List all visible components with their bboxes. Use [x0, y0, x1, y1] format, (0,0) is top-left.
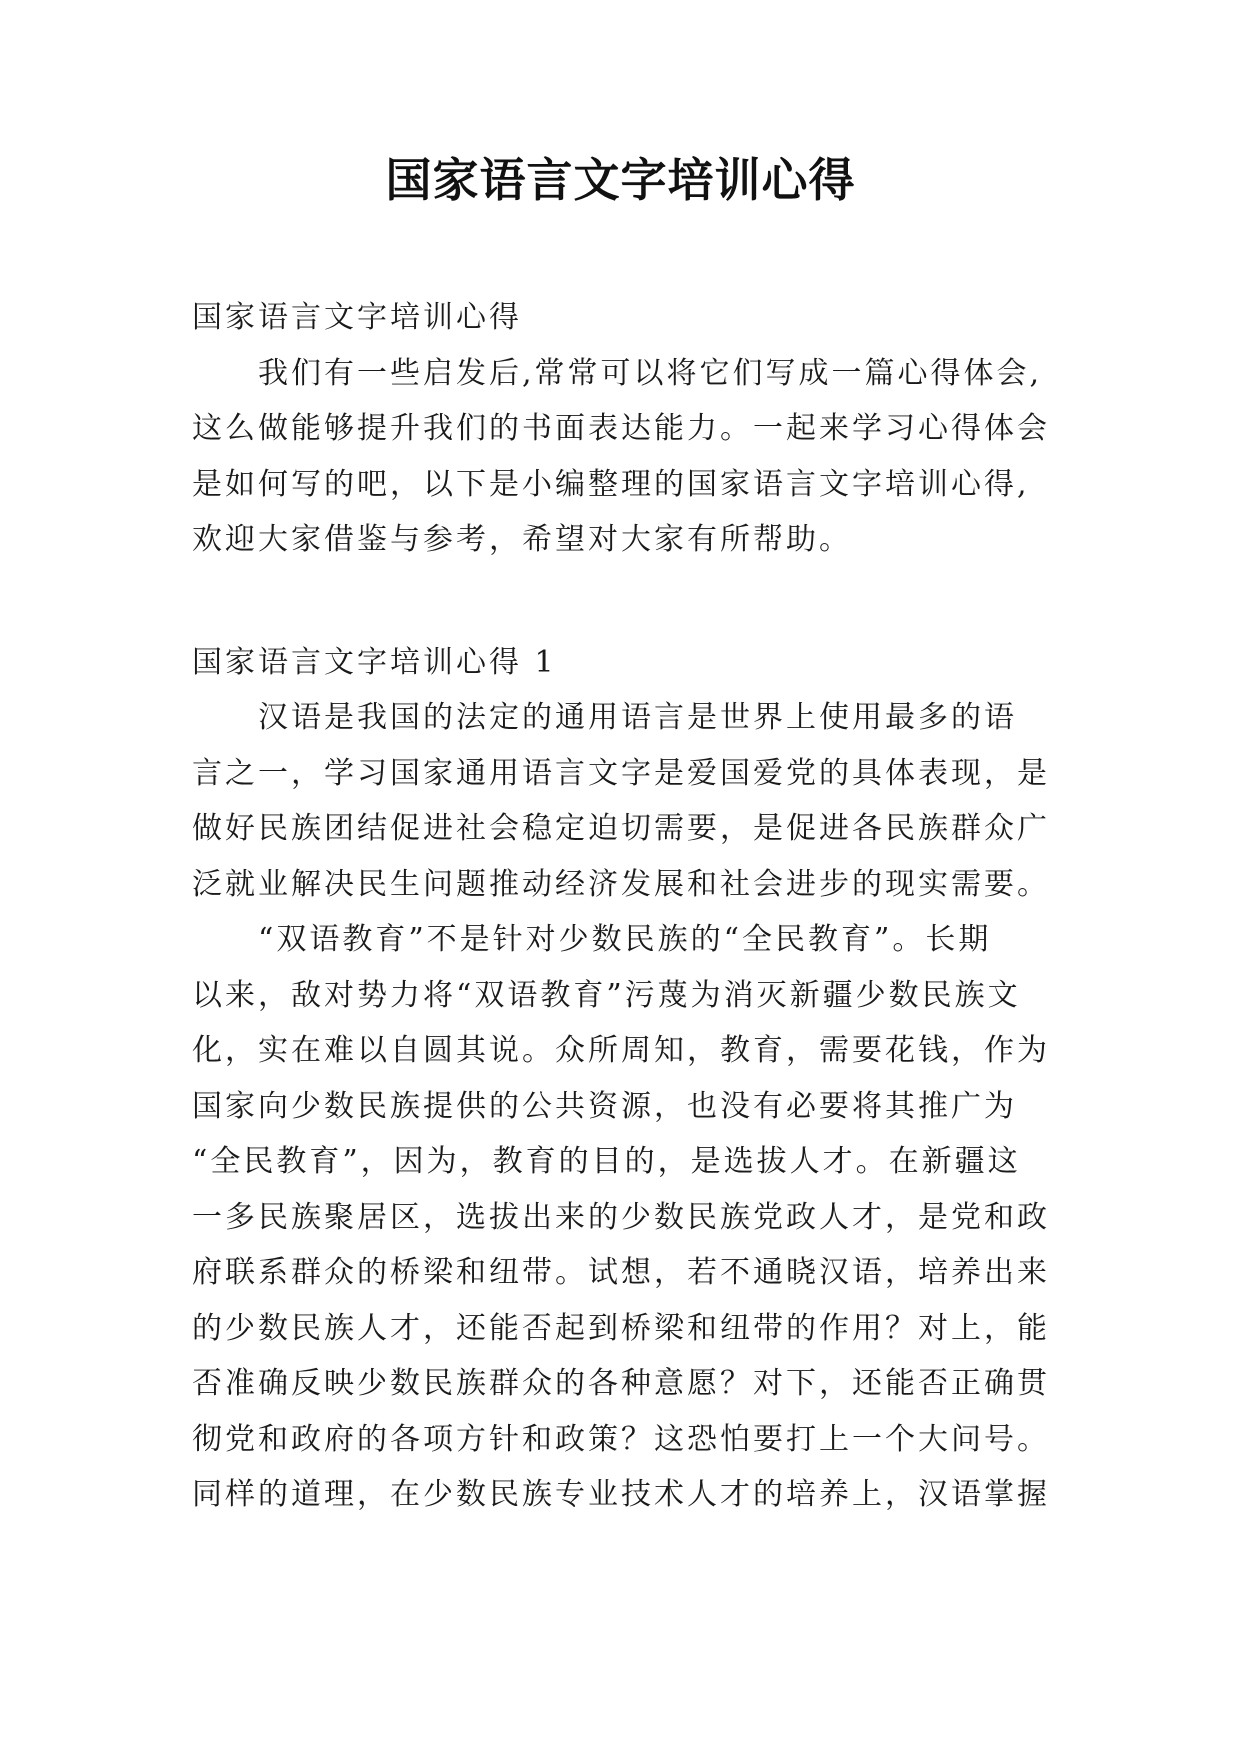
paragraph-line: “双语教育”不是针对少数民族的“全民教育”。长期: [258, 922, 992, 957]
section-spacer: [192, 568, 1052, 635]
paragraph-line: 府联系群众的桥梁和纽带。试想，若不通晓汉语，培养出来: [192, 1255, 1050, 1290]
paragraph-line: 化，实在难以自圆其说。众所周知，教育，需要花钱，作为: [192, 1033, 1050, 1068]
section-heading: 国家语言文字培训心得 1: [192, 644, 557, 680]
paragraph-line: 以来，敌对势力将“双语教育”污蔑为消灭新疆少数民族文: [192, 977, 1021, 1013]
paragraph-line: 言之一，学习国家通用语言文字是爱国爱党的具体表现，是: [192, 755, 1050, 791]
intro-line: 我们有一些启发后,常常可以将它们写成一篇心得体会,: [258, 355, 1043, 391]
paragraph-line: 否准确反映少数民族群众的各种意愿？对下，还能否正确贯: [192, 1366, 1050, 1401]
intro-line: 是如何写的吧，以下是小编整理的国家语言文字培训心得,: [192, 466, 1030, 502]
intro-paragraph: [192, 346, 1052, 568]
paragraph-line: 彻党和政府的各项方针和政策？这恐怕要打上一个大问号。: [192, 1421, 1050, 1457]
section1-paragraph-1: [192, 690, 1052, 912]
paragraph-line: 国家向少数民族提供的公共资源，也没有必要将其推广为: [192, 1088, 1017, 1124]
document-body: [192, 290, 1052, 1523]
paragraph-line: “全民教育”，因为，教育的目的，是选拔人才。在新疆这: [192, 1144, 1021, 1179]
document-title: 国家语言文字培训心得: [385, 153, 856, 207]
document-subtitle: 国家语言文字培训心得: [192, 300, 522, 335]
intro-line: 这么做能够提升我们的书面表达能力。一起来学习心得体会: [192, 411, 1050, 446]
paragraph-line: 一多民族聚居区，选拔出来的少数民族党政人才，是党和政: [192, 1199, 1050, 1235]
section1-paragraph-2: [192, 912, 1052, 1523]
intro-line: 欢迎大家借鉴与参考，希望对大家有所帮助。: [192, 522, 852, 557]
paragraph-line: 泛就业解决民生问题推动经济发展和社会进步的现实需要。: [192, 866, 1050, 902]
paragraph-line: 同样的道理，在少数民族专业技术人才的培养上，汉语掌握: [192, 1477, 1050, 1512]
paragraph-line: 汉语是我国的法定的通用语言是世界上使用最多的语: [258, 700, 1017, 735]
paragraph-line: 的少数民族人才，还能否起到桥梁和纽带的作用？对上，能: [192, 1310, 1050, 1346]
paragraph-line: 做好民族团结促进社会稳定迫切需要，是促进各民族群众广: [192, 811, 1050, 846]
